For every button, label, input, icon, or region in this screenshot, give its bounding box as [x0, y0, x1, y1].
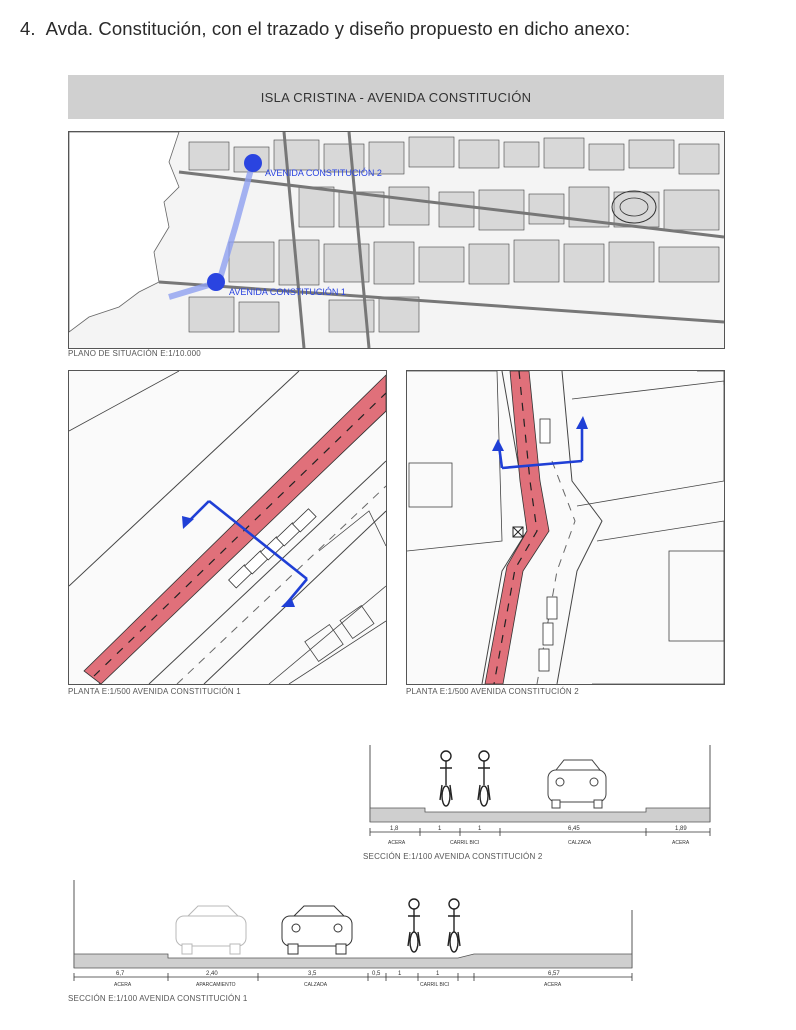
section-2-drawing — [360, 740, 720, 858]
s1-label-4: CARRIL BICI — [420, 982, 450, 988]
location-map — [68, 131, 725, 349]
s2-label-3: CALZADA — [568, 840, 592, 846]
section-1-cyclist-2 — [448, 899, 460, 952]
s2-dim-1: 1,8 — [390, 826, 399, 832]
s1-dim-3: 3,5 — [308, 971, 317, 977]
location-map-drawing — [69, 132, 724, 348]
s1-label-1: ACERA — [114, 982, 132, 988]
marker-2 — [244, 154, 262, 172]
marker-1 — [207, 273, 225, 291]
section-1-car — [282, 906, 352, 954]
s1-dim-5: 1 — [398, 971, 402, 977]
map-label-1: AVENIDA CONSTITUCIÓN 1 — [229, 287, 346, 297]
location-map-caption: PLANO DE SITUACIÓN E:1/10.000 — [68, 349, 201, 358]
section-2-cyclist-1 — [440, 751, 452, 806]
s2-dim-3: 1 — [478, 826, 482, 832]
section-2-cyclist-2 — [478, 751, 490, 806]
section-1-cyclist-1 — [408, 899, 420, 952]
plan-1 — [68, 370, 387, 685]
plan-2 — [406, 370, 725, 685]
section-heading — [20, 18, 630, 40]
section-1-parked-car — [176, 906, 246, 954]
plan-1-drawing — [69, 371, 386, 684]
s2-label-1: ACERA — [388, 840, 406, 846]
s2-dim-4: 6,45 — [568, 826, 580, 832]
s1-dim-1: 6,7 — [116, 971, 125, 977]
s2-dim-2: 1 — [438, 826, 442, 832]
plan-1-caption: PLANTA E:1/500 AVENIDA CONSTITUCIÓN 1 — [68, 687, 241, 696]
s2-label-4: ACERA — [672, 840, 690, 846]
s1-label-2: APARCAMIENTO — [196, 982, 236, 988]
plan-2-drawing — [407, 371, 724, 684]
section-2-caption: SECCIÓN E:1/100 AVENIDA CONSTITUCIÓN 2 — [363, 852, 543, 861]
s2-dim-5: 1,89 — [675, 826, 687, 832]
section-1-drawing — [68, 880, 638, 988]
section-2-car — [548, 760, 606, 808]
s1-dim-7: 6,57 — [548, 971, 560, 977]
s1-dim-2: 2,40 — [206, 971, 218, 977]
map-label-2: AVENIDA CONSTITUCIÓN 2 — [265, 168, 382, 178]
s1-label-3: CALZADA — [304, 982, 328, 988]
s1-dim-6: 1 — [436, 971, 440, 977]
s1-label-5: ACERA — [544, 982, 562, 988]
heading-text: Avda. Constitución, con el trazado y diseño propuesto en dicho anexo: — [45, 18, 631, 39]
section-1-caption: SECCIÓN E:1/100 AVENIDA CONSTITUCIÓN 1 — [68, 994, 248, 1003]
sheet-title: ISLA CRISTINA - AVENIDA CONSTITUCIÓN — [260, 89, 532, 105]
plan-2-caption: PLANTA E:1/500 AVENIDA CONSTITUCIÓN 2 — [406, 687, 579, 696]
sheet-title-bar — [68, 75, 724, 119]
s2-label-2: CARRIL BICI — [450, 840, 480, 846]
heading-number: 4. — [20, 18, 36, 39]
s1-dim-4: 0,5 — [372, 971, 381, 977]
